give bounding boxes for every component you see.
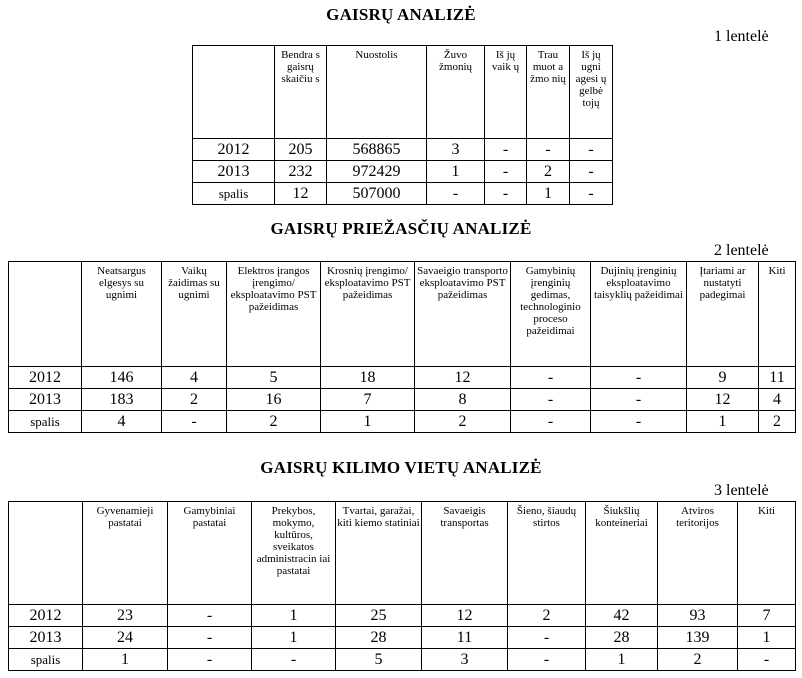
table1-cell: 507000 — [327, 183, 427, 205]
table2-cell: 1 — [687, 411, 759, 433]
table3-cell: - — [168, 627, 252, 649]
table1-cell: - — [485, 139, 527, 161]
table3-cell: 12 — [422, 605, 508, 627]
table3-cell: 2 — [508, 605, 586, 627]
table2-label: 2 lentelė — [714, 242, 769, 259]
table2-cell: - — [591, 367, 687, 389]
table2 — [8, 261, 796, 433]
table2-cell: 4 — [759, 389, 796, 411]
table3-cell: 1 — [252, 627, 336, 649]
table1-cell: 2 — [527, 161, 570, 183]
table-row — [9, 649, 796, 671]
table3-cell: 7 — [738, 605, 796, 627]
table1-cell: - — [427, 183, 485, 205]
table3-header-cell: Šiukšlių konteineriai — [586, 502, 658, 605]
table1-cell: - — [527, 139, 570, 161]
table2-header-cell: Savaeigio transporto eksploatavimo PST pažeidimas — [415, 262, 511, 367]
table3-cell: 1 — [738, 627, 796, 649]
table2-cell: 9 — [687, 367, 759, 389]
row-year: spalis — [9, 649, 83, 671]
table3-corner — [9, 502, 83, 605]
table2-header-cell: Vaikų žaidimas su ugnimi — [162, 262, 227, 367]
row-year: 2013 — [9, 389, 82, 411]
table1-header-cell: Nuostolis — [327, 46, 427, 139]
table3-cell: 5 — [336, 649, 422, 671]
table-row — [9, 389, 796, 411]
table1-cell: 972429 — [327, 161, 427, 183]
table3-cell: - — [508, 649, 586, 671]
table1-cell: 1 — [427, 161, 485, 183]
table1-cell: 568865 — [327, 139, 427, 161]
table2-cell: - — [511, 367, 591, 389]
table2-cell: 18 — [321, 367, 415, 389]
table3-header-cell: Atviros teritorijos — [658, 502, 738, 605]
table3-cell: 24 — [83, 627, 168, 649]
table1-header-cell: Bendra s gaisrų skaičiu s — [275, 46, 327, 139]
table2-cell: 2 — [162, 389, 227, 411]
table1-cell: 1 — [527, 183, 570, 205]
table2-header-cell: Dujinių įrenginių eksploatavimo taisyklių pažeidimai — [591, 262, 687, 367]
table3-cell: 139 — [658, 627, 738, 649]
table3-header-cell: Gamybiniai pastatai — [168, 502, 252, 605]
table3-cell: 2 — [658, 649, 738, 671]
row-year: 2012 — [9, 367, 82, 389]
table2-header-cell: Neatsargus elgesys su ugnimi — [82, 262, 162, 367]
table3 — [8, 501, 796, 671]
table1-cell: 232 — [275, 161, 327, 183]
table3-header-cell: Kiti — [738, 502, 796, 605]
table3-cell: - — [508, 627, 586, 649]
table-row — [9, 367, 796, 389]
table-row — [9, 411, 796, 433]
table2-cell: 11 — [759, 367, 796, 389]
table2-cell: - — [162, 411, 227, 433]
row-year: 2012 — [9, 605, 83, 627]
table2-header-cell: Elektros įrangos įrengimo/ eksploatavimo PST pažeidimas — [227, 262, 321, 367]
row-year: spalis — [9, 411, 82, 433]
table1-cell: - — [570, 161, 613, 183]
row-year: 2013 — [193, 161, 275, 183]
table1-cell: - — [570, 183, 613, 205]
table3-cell: 25 — [336, 605, 422, 627]
table2-cell: - — [511, 389, 591, 411]
table2-cell: 146 — [82, 367, 162, 389]
table1-cell: 205 — [275, 139, 327, 161]
table2-corner — [9, 262, 82, 367]
table3-header-cell: Prekybos, mokymo, kultūros, sveikatos administracin iai pastatai — [252, 502, 336, 605]
table2-header-cell: Krosnių įrengimo/ eksploatavimo PST pažeidimas — [321, 262, 415, 367]
table2-header-cell: Kiti — [759, 262, 796, 367]
table2-cell: 2 — [759, 411, 796, 433]
table3-cell: - — [168, 649, 252, 671]
table1-cell: - — [485, 183, 527, 205]
table3-title: GAISRŲ KILIMO VIETŲ ANALIZĖ — [260, 458, 542, 477]
table3-header-cell: Gyvenamieji pastatai — [83, 502, 168, 605]
table2-cell: - — [591, 411, 687, 433]
table1-cell: - — [485, 161, 527, 183]
table3-cell: 1 — [252, 605, 336, 627]
table2-cell: 5 — [227, 367, 321, 389]
table2-cell: 16 — [227, 389, 321, 411]
table1-header-cell: Trau muot a žmo nių — [527, 46, 570, 139]
table1-title: GAISRŲ ANALIZĖ — [326, 5, 476, 24]
table2-cell: - — [591, 389, 687, 411]
table1-label: 1 lentelė — [714, 28, 769, 45]
table3-cell: 1 — [586, 649, 658, 671]
table1-cell: 3 — [427, 139, 485, 161]
table2-cell: 1 — [321, 411, 415, 433]
table3-cell: 28 — [586, 627, 658, 649]
table2-cell: 8 — [415, 389, 511, 411]
table1 — [192, 45, 613, 205]
table3-cell: 42 — [586, 605, 658, 627]
table1-header-cell: Iš jų ugni agesi ų gelbė tojų — [570, 46, 613, 139]
table2-cell: 4 — [162, 367, 227, 389]
table2-cell: - — [511, 411, 591, 433]
table1-cell: - — [570, 139, 613, 161]
table-row — [9, 627, 796, 649]
table1-cell: 12 — [275, 183, 327, 205]
table3-cell: 23 — [83, 605, 168, 627]
table3-cell: - — [168, 605, 252, 627]
table3-label: 3 lentelė — [714, 482, 769, 499]
table-row — [193, 183, 613, 205]
table2-cell: 7 — [321, 389, 415, 411]
table3-cell: - — [738, 649, 796, 671]
table2-header-cell: Įtariami ar nustatyti padegimai — [687, 262, 759, 367]
table1-header-cell: Žuvo žmonių — [427, 46, 485, 139]
table2-cell: 4 — [82, 411, 162, 433]
table3-cell: - — [252, 649, 336, 671]
row-year: 2012 — [193, 139, 275, 161]
table3-cell: 1 — [83, 649, 168, 671]
row-year: spalis — [193, 183, 275, 205]
table1-corner — [193, 46, 275, 139]
row-year: 2013 — [9, 627, 83, 649]
table2-cell: 12 — [415, 367, 511, 389]
table-row — [193, 139, 613, 161]
table2-header-cell: Gamybinių įrenginių gedimas, technologinio proceso pažeidimai — [511, 262, 591, 367]
table2-title: GAISRŲ PRIEŽASČIŲ ANALIZĖ — [270, 219, 532, 238]
table3-header-cell: Šieno, šiaudų stirtos — [508, 502, 586, 605]
table2-cell: 2 — [227, 411, 321, 433]
table2-cell: 183 — [82, 389, 162, 411]
table3-cell: 93 — [658, 605, 738, 627]
table-row — [193, 161, 613, 183]
table1-header-cell: Iš jų vaik ų — [485, 46, 527, 139]
table2-cell: 2 — [415, 411, 511, 433]
table3-cell: 3 — [422, 649, 508, 671]
table3-cell: 28 — [336, 627, 422, 649]
table2-cell: 12 — [687, 389, 759, 411]
table3-cell: 11 — [422, 627, 508, 649]
table-row — [9, 605, 796, 627]
table3-header-cell: Savaeigis transportas — [422, 502, 508, 605]
table3-header-cell: Tvartai, garažai, kiti kiemo statiniai — [336, 502, 422, 605]
